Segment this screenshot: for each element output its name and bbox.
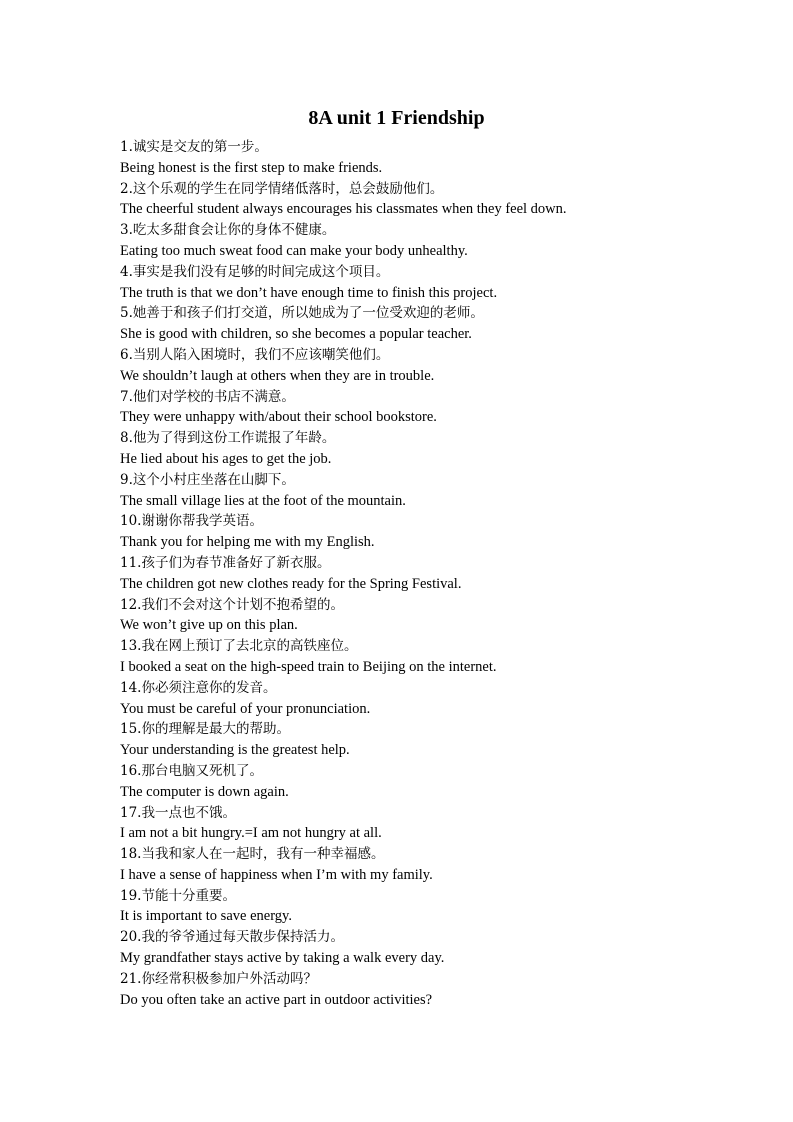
sentence-pair	[120, 553, 740, 595]
sentence-pair	[120, 345, 740, 387]
english-sentence: I booked a seat on the high-speed train to Beijing on the internet.	[120, 658, 497, 675]
chinese-sentence: 14.你必须注意你的发音。	[120, 679, 277, 696]
chinese-sentence: 17.我一点也不饿。	[120, 804, 236, 821]
english-sentence: The cheerful student always encourages his classmates when they feel down.	[120, 201, 567, 218]
english-sentence: We shouldn’t laugh at others when they are in trouble.	[120, 367, 435, 384]
sentence-pair	[120, 303, 740, 345]
sentence-pair	[120, 387, 740, 429]
english-sentence: I am not a bit hungry.=I am not hungry at all.	[120, 825, 382, 842]
chinese-sentence: 8.他为了得到这份工作谎报了年龄。	[120, 430, 336, 447]
english-sentence: We won’t give up on this plan.	[120, 617, 298, 634]
chinese-sentence: 1.诚实是交友的第一步。	[120, 139, 268, 155]
english-sentence: The computer is down again.	[120, 783, 289, 800]
chinese-sentence: 9.这个小村庄坐落在山脚下。	[120, 471, 295, 488]
chinese-sentence: 21.你经常积极参加户外活动吗？	[120, 970, 317, 987]
sentence-pair	[120, 886, 740, 928]
sentence-pair	[120, 844, 740, 886]
document-title: 8A unit 1 Friendship	[308, 107, 485, 129]
sentence-pair	[120, 761, 740, 803]
chinese-sentence: 13.我在网上预订了去北京的高铁座位。	[120, 638, 358, 655]
chinese-sentence: 15.你的理解是最大的帮助。	[120, 721, 290, 738]
chinese-sentence: 12.我们不会对这个计划不抱希望的。	[120, 596, 344, 613]
sentence-pair	[120, 137, 740, 179]
sentence-list	[120, 137, 740, 1010]
chinese-sentence: 4.事实是我们没有足够的时间完成这个项目。	[120, 263, 390, 280]
chinese-sentence: 7.他们对学校的书店不满意。	[120, 388, 295, 405]
english-sentence: Thank you for helping me with my English.	[120, 534, 375, 551]
sentence-pair	[120, 470, 740, 512]
sentence-pair	[120, 636, 740, 678]
english-sentence: Do you often take an active part in outdoor activities?	[120, 991, 433, 1008]
english-sentence: The small village lies at the foot of the mountain.	[120, 492, 406, 509]
english-sentence: Your understanding is the greatest help.	[120, 742, 350, 759]
english-sentence: The children got new clothes ready for the Spring Festival.	[120, 575, 462, 592]
english-sentence: Being honest is the first step to make friends.	[120, 159, 383, 176]
sentence-pair	[120, 179, 740, 221]
chinese-sentence: 18.当我和家人在一起时，我有一种幸福感。	[120, 846, 385, 863]
sentence-pair	[120, 511, 740, 553]
chinese-sentence: 11.孩子们为春节准备好了新衣服。	[120, 554, 331, 571]
sentence-pair	[120, 678, 740, 720]
english-sentence: My grandfather stays active by taking a walk every day.	[120, 950, 445, 967]
sentence-pair	[120, 428, 740, 470]
chinese-sentence: 16.那台电脑又死机了。	[120, 762, 263, 779]
chinese-sentence: 5.她善于和孩子们打交道，所以她成为了一位受欢迎的老师。	[120, 305, 484, 322]
sentence-pair	[120, 927, 740, 969]
english-sentence: The truth is that we don’t have enough time to finish this project.	[120, 284, 498, 301]
sentence-pair	[120, 803, 740, 845]
chinese-sentence: 10.谢谢你帮我学英语。	[120, 513, 263, 530]
english-sentence: Eating too much sweat food can make your body unhealthy.	[120, 242, 468, 259]
chinese-sentence: 20.我的爷爷通过每天散步保持活力。	[120, 929, 344, 946]
chinese-sentence: 19.节能十分重要。	[120, 887, 236, 904]
chinese-sentence: 3.吃太多甜食会让你的身体不健康。	[120, 222, 336, 239]
english-sentence: She is good with children, so she becomes a popular teacher.	[120, 326, 472, 343]
english-sentence: You must be careful of your pronunciation.	[120, 700, 371, 717]
english-sentence: It is important to save energy.	[120, 908, 292, 925]
english-sentence: They were unhappy with/about their school bookstore.	[120, 409, 437, 426]
sentence-pair	[120, 220, 740, 262]
sentence-pair	[120, 719, 740, 761]
sentence-pair	[120, 262, 740, 304]
sentence-pair	[120, 969, 740, 1011]
chinese-sentence: 6.当别人陷入困境时，我们不应该嘲笑他们。	[120, 346, 390, 363]
sentence-pair	[120, 595, 740, 637]
english-sentence: I have a sense of happiness when I’m with my family.	[120, 866, 433, 883]
english-sentence: He lied about his ages to get the job.	[120, 450, 332, 467]
chinese-sentence: 2.这个乐观的学生在同学情绪低落时，总会鼓励他们。	[120, 180, 444, 197]
